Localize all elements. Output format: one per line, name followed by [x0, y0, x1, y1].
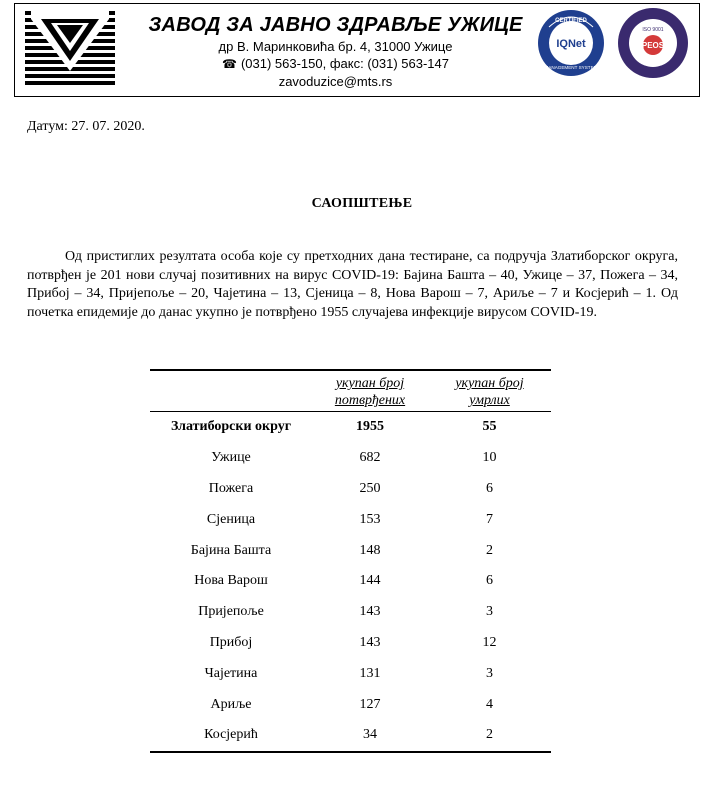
deaths-cell: 12 [482, 634, 497, 650]
deaths-cell: 6 [486, 480, 493, 496]
deaths-cell: 3 [486, 604, 493, 620]
cases-table [150, 369, 551, 753]
deaths-cell: 3 [486, 665, 493, 681]
table-row [150, 443, 551, 474]
table-row [150, 566, 551, 597]
organization-phone-line [133, 55, 538, 73]
table-row [150, 720, 551, 752]
region-cell: Пријепоље [198, 604, 264, 620]
organization-name: ЗАВОД ЗА ЈАВНО ЗДРАВЉЕ УЖИЦЕ [148, 14, 523, 36]
region-cell: Бајина Башта [190, 542, 272, 558]
confirmed-cell: 148 [359, 542, 381, 558]
table-row [150, 689, 551, 720]
document-title: САОПШТЕЊЕ [311, 196, 413, 211]
organization-info [133, 12, 538, 90]
confirmed-cell: 34 [312, 720, 428, 752]
iqnet-certification-badge [537, 9, 605, 77]
confirmed-cell: 143 [359, 634, 381, 650]
confirmed-cell: 143 [359, 604, 381, 620]
deaths-cell: 2 [486, 542, 493, 558]
confirmed-cell: 153 [359, 511, 381, 527]
confirmed-cell: 127 [359, 696, 381, 712]
announcement-paragraph: Од пристиглих резултата особа које су претходних дана тестиране, са подручја Златиборског округа, потврђен је 201 нови случај позитивних на вирус COVID-19: Бајина Башта – 40, Ужице – 37, Пожега – 34, Прибој – 34, Пријепоље – 20, Чајетина – 13, Сјеница – 8, Нова Варош – 7, Ариље – 7 и Косјерић – 1. Од почетка епидемије до данас укупно је потврђено 1955 случајева инфекције вирусом COVID-19. [27, 249, 678, 320]
confirmed-cell: 144 [359, 573, 381, 589]
confirmed-cell: 250 [359, 480, 381, 496]
cert-mark-text: IQNet [556, 38, 586, 50]
telephone-icon: ☎ [222, 57, 237, 71]
region-cell: Чајетина [204, 665, 258, 681]
table-row [150, 412, 551, 443]
peos-certification-badge [617, 7, 689, 79]
table-row [150, 658, 551, 689]
column-header-deaths: укупан број умрлих [428, 370, 551, 412]
deaths-cell: 6 [486, 573, 493, 589]
cert-bottom-text: MANAGEMENT SYSTEM [544, 65, 598, 70]
region-cell: Прибој [209, 634, 253, 650]
peos-code-text: ISO 9001 [642, 27, 664, 33]
deaths-cell: 4 [486, 696, 493, 712]
region-cell: Нова Варош [194, 573, 268, 589]
region-cell: Ариље [210, 696, 252, 712]
institute-logo [25, 11, 115, 89]
column-header-confirmed: укупан број потврђених [312, 370, 428, 412]
region-cell: Косјерић [150, 720, 312, 752]
deaths-cell: 2 [428, 720, 551, 752]
peos-mark-text: PEOS [641, 41, 665, 50]
confirmed-cell: 1955 [356, 419, 384, 435]
table-row [150, 535, 551, 566]
column-header-region [150, 370, 312, 412]
letterhead [14, 3, 700, 97]
deaths-cell: 7 [486, 511, 493, 527]
table-row [150, 474, 551, 505]
region-cell: Ужице [211, 450, 251, 466]
confirmed-cell: 682 [359, 450, 381, 466]
organization-email: zavoduzice@mts.rs [278, 74, 393, 89]
table-row [150, 504, 551, 535]
region-cell: Сјеница [206, 511, 256, 527]
region-cell: Златиборски округ [170, 419, 292, 435]
table-row [150, 628, 551, 659]
organization-address: др В. Маринковића бр. 4, 31000 Ужице [218, 39, 453, 54]
table-row [150, 597, 551, 628]
confirmed-cell: 131 [359, 665, 381, 681]
region-cell: Пожега [208, 480, 254, 496]
organization-phone: (031) 563-150, факс: (031) 563-147 [240, 56, 449, 71]
deaths-cell: 10 [482, 450, 497, 466]
document-date: Датум: 27. 07. 2020. [27, 119, 145, 134]
table-header-row [150, 370, 551, 412]
cert-top-text: CERTIFIED [555, 18, 587, 24]
deaths-cell: 55 [482, 419, 497, 435]
